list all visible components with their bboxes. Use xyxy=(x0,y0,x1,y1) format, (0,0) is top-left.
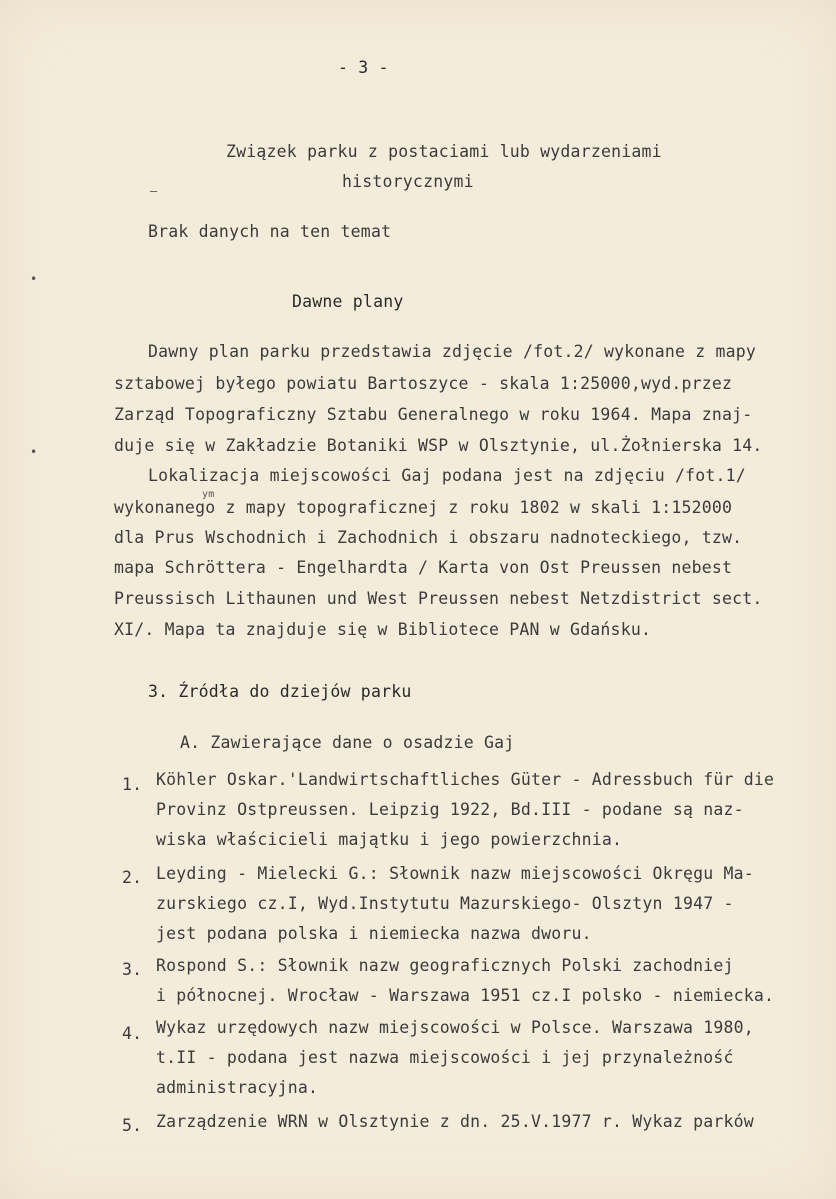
list-item-line: zurskiego cz.I, Wyd.Instytutu Mazurskiego- Olsztyn 1947 - xyxy=(156,894,734,913)
section-heading-line1: Związek parku z postaciami lub wydarzeniami xyxy=(226,142,662,161)
list-item-number: 3. xyxy=(122,960,143,979)
page-number: - 3 - xyxy=(338,58,389,77)
old-plans-line: dla Prus Wschodnich i Zachodnich i obszaru nadnoteckiego, tzw. xyxy=(114,528,743,547)
list-item-line: Köhler Oskar.'Landwirtschaftliches Güter - Adressbuch für die xyxy=(156,770,775,789)
old-plans-line: Preussisch Lithaunen und West Preussen nebest Netzdistrict sect. xyxy=(114,589,763,608)
list-item-line: Provinz Ostpreussen. Leipzig 1922, Bd.III - podane są naz- xyxy=(156,800,744,819)
list-item-line: administracyjna. xyxy=(156,1078,319,1097)
list-item-line: Wykaz urzędowych nazw miejscowości w Polsce. Warszawa 1980, xyxy=(156,1018,754,1037)
old-plans-heading: Dawne plany xyxy=(292,292,404,311)
list-item-line: Leyding - Mielecki G.: Słownik nazw miejscowości Okręgu Ma- xyxy=(156,864,754,883)
old-plans-line: Lokalizacja miejscowości Gaj podana jest na zdjęciu /fot.1/ xyxy=(148,466,746,485)
old-plans-line: mapa Schröttera - Engelhardta / Karta von Ost Preussen nebest xyxy=(114,558,733,577)
old-plans-line: wykonanego z mapy topograficznej z roku 1802 w skali 1:152000 xyxy=(114,498,733,517)
sources-heading: 3. Źródła do dziejów parku xyxy=(148,682,412,701)
list-item-line: jest podana polska i niemiecka nazwa dworu. xyxy=(156,924,592,943)
old-plans-line: XI/. Mapa ta znajduje się w Bibliotece PAN w Gdańsku. xyxy=(114,620,652,639)
list-item-number: 1. xyxy=(122,775,143,794)
list-item-line: Zarządzenie WRN w Olsztynie z dn. 25.V.1977 r. Wykaz parków xyxy=(156,1112,754,1131)
list-item-number: 2. xyxy=(122,868,143,887)
list-item-line: wiska właścicieli majątku i jego powierzchnia. xyxy=(156,830,623,849)
section-heading-line2: historycznymi xyxy=(342,172,474,191)
old-plans-line: duje się w Zakładzie Botaniki WSP w Olsztynie, ul.Żołnierska 14. xyxy=(114,436,763,455)
handwritten-correction: ym xyxy=(202,489,215,500)
stray-mark: ‒ xyxy=(150,184,158,198)
list-item-line: Rospond S.: Słownik nazw geograficznych Polski zachodniej xyxy=(156,956,734,975)
margin-bullet: • xyxy=(30,272,38,286)
old-plans-line: Dawny plan parku przedstawia zdjęcie /fot.2/ wykonane z mapy xyxy=(148,342,757,361)
list-item-number: 5. xyxy=(122,1116,143,1135)
sources-subheading: A. Zawierające dane o osadzie Gaj xyxy=(180,733,515,752)
list-item-line: i północnej. Wrocław - Warszawa 1951 cz.I polsko - niemiecka. xyxy=(156,986,775,1005)
list-item-line: t.II - podana jest nazwa miejscowości i jej przynależność xyxy=(156,1048,734,1067)
margin-bullet: • xyxy=(30,445,38,459)
list-item-number: 4. xyxy=(122,1024,143,1043)
old-plans-line: sztabowej byłego powiatu Bartoszyce - skala 1:25000,wyd.przez xyxy=(114,374,733,393)
old-plans-line: Zarząd Topograficzny Sztabu Generalnego w roku 1964. Mapa znaj- xyxy=(114,405,753,424)
no-data-text: Brak danych na ten temat xyxy=(148,222,392,241)
